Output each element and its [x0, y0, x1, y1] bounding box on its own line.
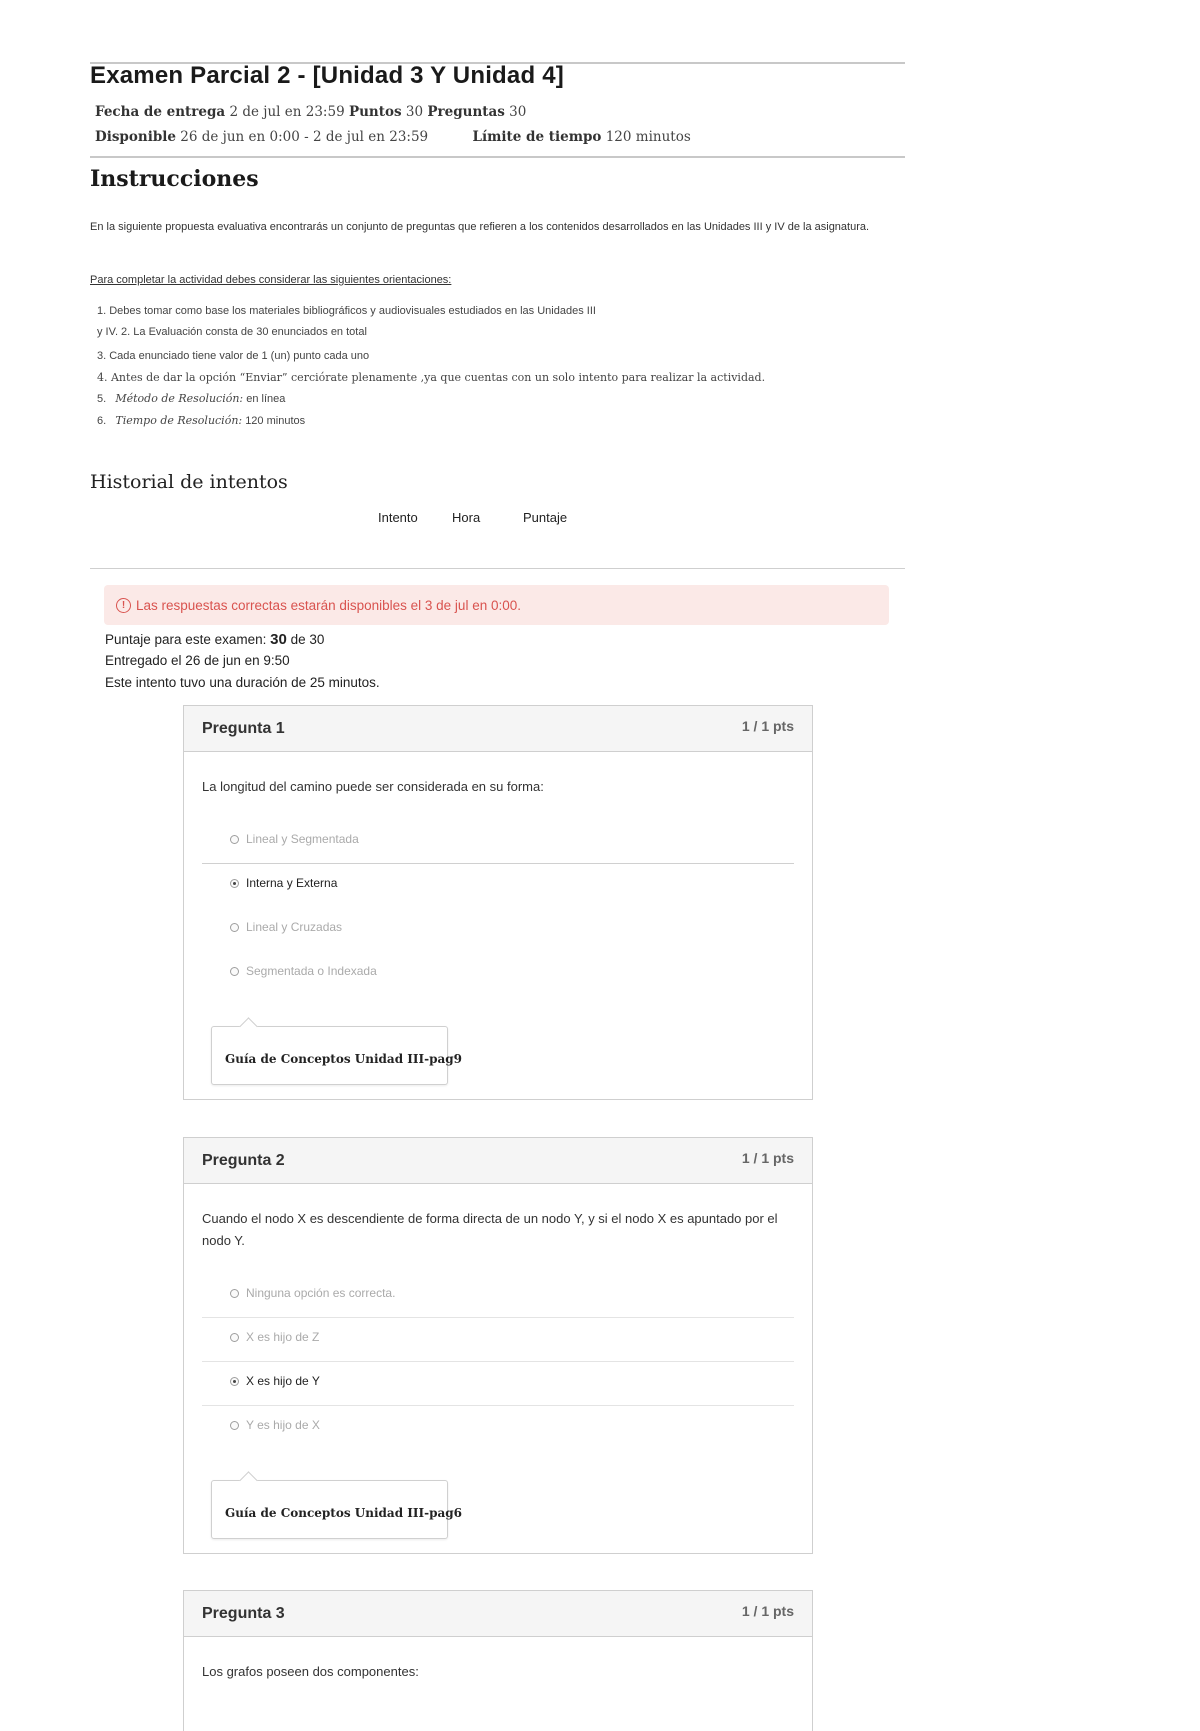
question-text: Los grafos poseen dos componentes:: [202, 1664, 419, 1679]
answer-option[interactable]: [202, 1274, 794, 1318]
answer-option[interactable]: [202, 908, 794, 951]
question-title: Pregunta 1: [202, 720, 285, 737]
points-value: 30: [405, 104, 424, 120]
question-points: 1 / 1 pts: [741, 718, 794, 734]
warning-icon: !: [116, 598, 131, 613]
questions-label: Preguntas: [427, 104, 505, 120]
history-heading: Historial de intentos: [90, 471, 288, 493]
score-value: 30: [270, 631, 287, 648]
question-text: La longitud del camino puede ser considerada en su forma:: [202, 779, 544, 794]
history-col-attempt: Intento: [378, 510, 418, 525]
answer-option[interactable]: [202, 1406, 794, 1449]
answer-option-selected[interactable]: [202, 1362, 794, 1406]
item5-number: 5.: [97, 393, 107, 405]
radio-icon[interactable]: [230, 1333, 239, 1342]
answer-label: Y es hijo de X: [246, 1418, 320, 1432]
answer-option[interactable]: [202, 1318, 794, 1362]
exam-meta-line-1: [95, 104, 526, 120]
question-card-2: [183, 1137, 813, 1554]
instruction-item-3: 3. Cada enunciado tiene valor de 1 (un) punto cada uno: [97, 350, 370, 362]
instruction-item-1b: y IV. 2. La Evaluación consta de 30 enunciados en total: [97, 326, 367, 338]
instructions-intro: En la siguiente propuesta evaluativa encontrarás un conjunto de preguntas que refieren a los contenidos desarrollados en las Unidades III y IV de la asignatura.: [90, 221, 870, 233]
item5-value: en línea: [246, 393, 286, 405]
questions-value: 30: [509, 104, 527, 120]
question-title: Pregunta 3: [202, 1605, 285, 1622]
answer-label: Interna y Externa: [246, 876, 338, 890]
answer-label: X es hijo de Z: [246, 1330, 320, 1344]
radio-icon[interactable]: [230, 923, 239, 932]
available-label: Disponible: [95, 129, 176, 145]
time-limit-value: 120 minutos: [605, 129, 691, 145]
submitted-line: Entregado el 26 de jun en 9:50: [105, 653, 290, 668]
page-title: Examen Parcial 2 - [Unidad 3 Y Unidad 4]: [90, 62, 564, 89]
score-line: [105, 631, 324, 648]
radio-selected-icon[interactable]: [230, 1377, 239, 1386]
duration-line: Este intento tuvo una duración de 25 minutos.: [105, 675, 380, 690]
question-header: [184, 706, 812, 752]
answer-option-selected[interactable]: [202, 864, 794, 907]
instruction-item-5: [97, 392, 285, 405]
comment-text: Guía de Conceptos Unidad III-pag9: [225, 1052, 462, 1066]
radio-icon[interactable]: [230, 967, 239, 976]
history-col-time: Hora: [452, 510, 481, 525]
instructions-heading: Instrucciones: [90, 166, 259, 192]
answer-comment: [211, 1480, 462, 1539]
question-points: 1 / 1 pts: [741, 1603, 794, 1619]
answer-comment: [211, 1026, 462, 1085]
correct-answers-alert: [104, 585, 889, 625]
item5-label: Método de Resolución:: [115, 392, 244, 405]
question-text: Cuando el nodo X es descendiente de forma directa de un nodo Y, y si el nodo X es apuntado por el nodo Y.: [202, 1211, 778, 1248]
radio-selected-icon[interactable]: [230, 879, 239, 888]
available-value: 26 de jun en 0:00 - 2 de jul en 23:59: [180, 129, 429, 145]
instruction-item-6: [97, 414, 305, 427]
radio-icon[interactable]: [230, 1289, 239, 1298]
question-title: Pregunta 2: [202, 1152, 285, 1169]
instructions-subheading: Para completar la actividad debes considerar las siguientes orientaciones:: [90, 274, 452, 286]
answer-label: Lineal y Segmentada: [246, 832, 359, 846]
comment-text: Guía de Conceptos Unidad III-pag6: [225, 1506, 462, 1520]
answer-option[interactable]: [202, 952, 794, 995]
answer-label: Ninguna opción es correcta.: [246, 1286, 396, 1300]
radio-icon[interactable]: [230, 835, 239, 844]
instruction-item-4: 4. Antes de dar la opción “Enviar” cerciórate plenamente ,ya que cuentas con un solo intento para realizar la actividad.: [97, 371, 766, 384]
history-divider: [90, 568, 905, 569]
item6-label: Tiempo de Resolución:: [115, 414, 243, 427]
question-card-1: [183, 705, 813, 1100]
question-card-3: [183, 1590, 813, 1731]
points-label: Puntos: [348, 104, 402, 120]
due-label: Fecha de entrega: [95, 104, 226, 120]
radio-icon[interactable]: [230, 1421, 239, 1430]
alert-text: Las respuestas correctas estarán disponibles el 3 de jul en 0:00.: [136, 597, 521, 613]
header-divider: [90, 156, 905, 158]
score-prefix: Puntaje para este examen:: [105, 632, 267, 647]
answer-label: Lineal y Cruzadas: [246, 920, 343, 934]
answer-label: Segmentada o Indexada: [246, 964, 377, 978]
due-value: 2 de jul en 23:59: [229, 104, 345, 120]
time-limit-label: Límite de tiempo: [472, 129, 602, 145]
answer-option[interactable]: [202, 820, 794, 864]
item6-value: 120 minutos: [245, 415, 306, 427]
history-col-score: Puntaje: [523, 510, 568, 525]
question-header: [184, 1138, 812, 1184]
instruction-item-1: 1. Debes tomar como base los materiales bibliográficos y audiovisuales estudiados en las Unidades III: [97, 305, 596, 317]
exam-meta-line-2: [95, 129, 691, 145]
answer-label: X es hijo de Y: [246, 1374, 320, 1388]
question-points: 1 / 1 pts: [741, 1150, 794, 1166]
question-header: [184, 1591, 812, 1637]
score-suffix: de 30: [290, 632, 325, 647]
item6-number: 6.: [97, 415, 107, 427]
